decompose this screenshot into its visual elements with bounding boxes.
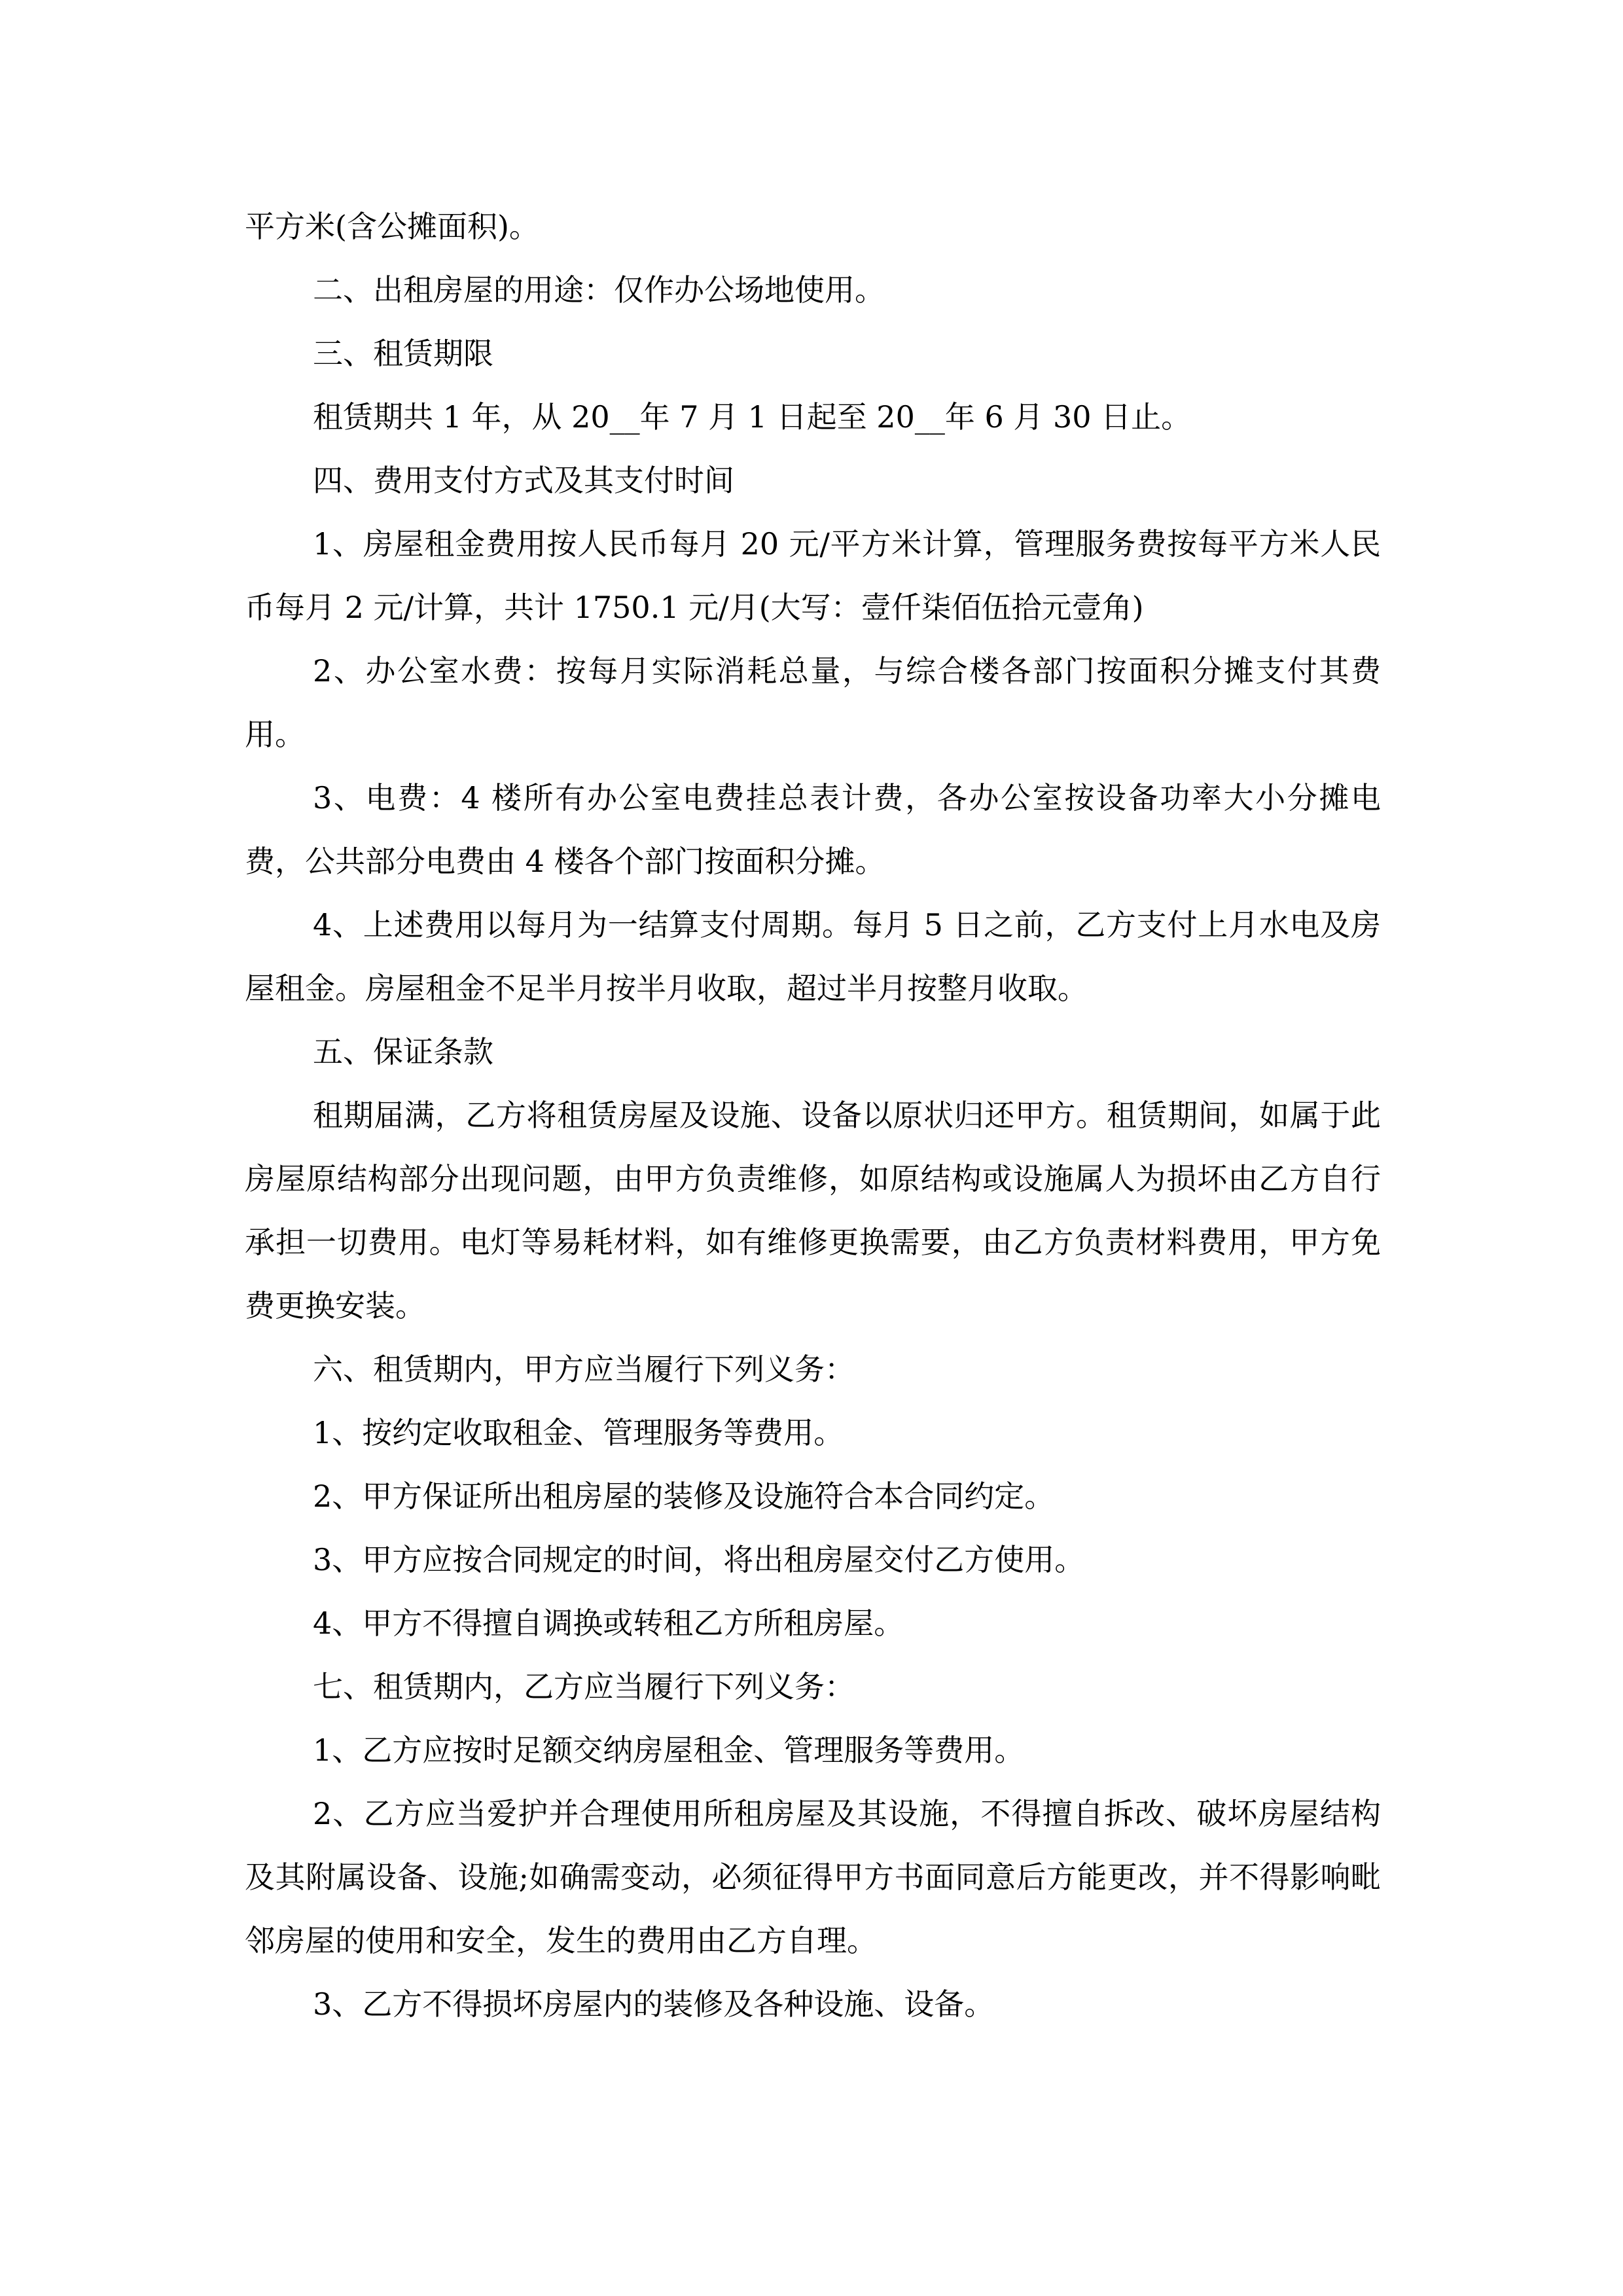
paragraph-party-b-duty-1: 1、乙方应按时足额交纳房屋租金、管理服务等费用。: [313, 1732, 1025, 1768]
paragraph-section-2-purpose: 二、出租房屋的用途：仅作办公场地使用。: [313, 272, 885, 308]
paragraph-area-continuation: 平方米(含公摊面积)。: [245, 209, 539, 244]
paragraph-party-b-duty-2: 2、乙方应当爱护并合理使用所租房屋及其设施，不得擅自拆改、破坏房屋结构及其附属设备、设施;如确需变动，必须征得甲方书面同意后方能更改，并不得影响毗邻房屋的使用和安全，发生的费用由乙方自理。: [245, 1796, 1381, 1958]
paragraph-section-3-heading: 三、租赁期限: [313, 336, 493, 371]
paragraph-party-a-duty-1: 1、按约定收取租金、管理服务等费用。: [313, 1415, 844, 1450]
paragraph-party-a-duty-3: 3、甲方应按合同规定的时间，将出租房屋交付乙方使用。: [313, 1542, 1085, 1577]
paragraph-section-5-heading: 五、保证条款: [313, 1034, 493, 1069]
paragraph-electricity-fee: 3、电费：4 楼所有办公室电费挂总表计费，各办公室按设备功率大小分摊电费，公共部分电费由 4 楼各个部门按面积分摊。: [245, 780, 1381, 879]
paragraph-guarantee-terms: 租期届满，乙方将租赁房屋及设施、设备以原状归还甲方。租赁期间，如属于此房屋原结构部分出现问题，由甲方负责维修，如原结构或设施属人为损坏由乙方自行承担一切费用。电灯等易耗材料，如有维修更换需要，由乙方负责材料费用，甲方免费更换安装。: [245, 1098, 1381, 1323]
paragraph-rent-fee: 1、房屋租金费用按人民币每月 20 元/平方米计算，管理服务费按每平方米人民币每月 2 元/计算，共计 1750.1 元/月(大写：壹仟柒佰伍拾元壹角): [245, 526, 1381, 625]
paragraph-section-6-heading: 六、租赁期内，甲方应当履行下列义务：: [313, 1352, 855, 1387]
paragraph-lease-term: 租赁期共 1 年，从 20__年 7 月 1 日起至 20__年 6 月 30 日止。: [313, 399, 1192, 435]
paragraph-party-b-duty-3: 3、乙方不得损坏房屋内的装修及各种设施、设备。: [313, 1986, 995, 2022]
paragraph-party-a-duty-2: 2、甲方保证所出租房屋的装修及设施符合本合同约定。: [313, 1479, 1055, 1514]
paragraph-section-4-heading: 四、费用支付方式及其支付时间: [313, 463, 734, 498]
paragraph-section-7-heading: 七、租赁期内，乙方应当履行下列义务：: [313, 1669, 855, 1704]
paragraph-water-fee: 2、办公室水费：按每月实际消耗总量，与综合楼各部门按面积分摊支付其费用。: [245, 653, 1381, 752]
paragraph-party-a-duty-4: 4、甲方不得擅自调换或转租乙方所租房屋。: [313, 1605, 904, 1641]
document-body: [245, 195, 1381, 2036]
paragraph-settlement-cycle: 4、上述费用以每月为一结算支付周期。每月 5 日之前，乙方支付上月水电及房屋租金。房屋租金不足半月按半月收取，超过半月按整月收取。: [245, 907, 1381, 1006]
